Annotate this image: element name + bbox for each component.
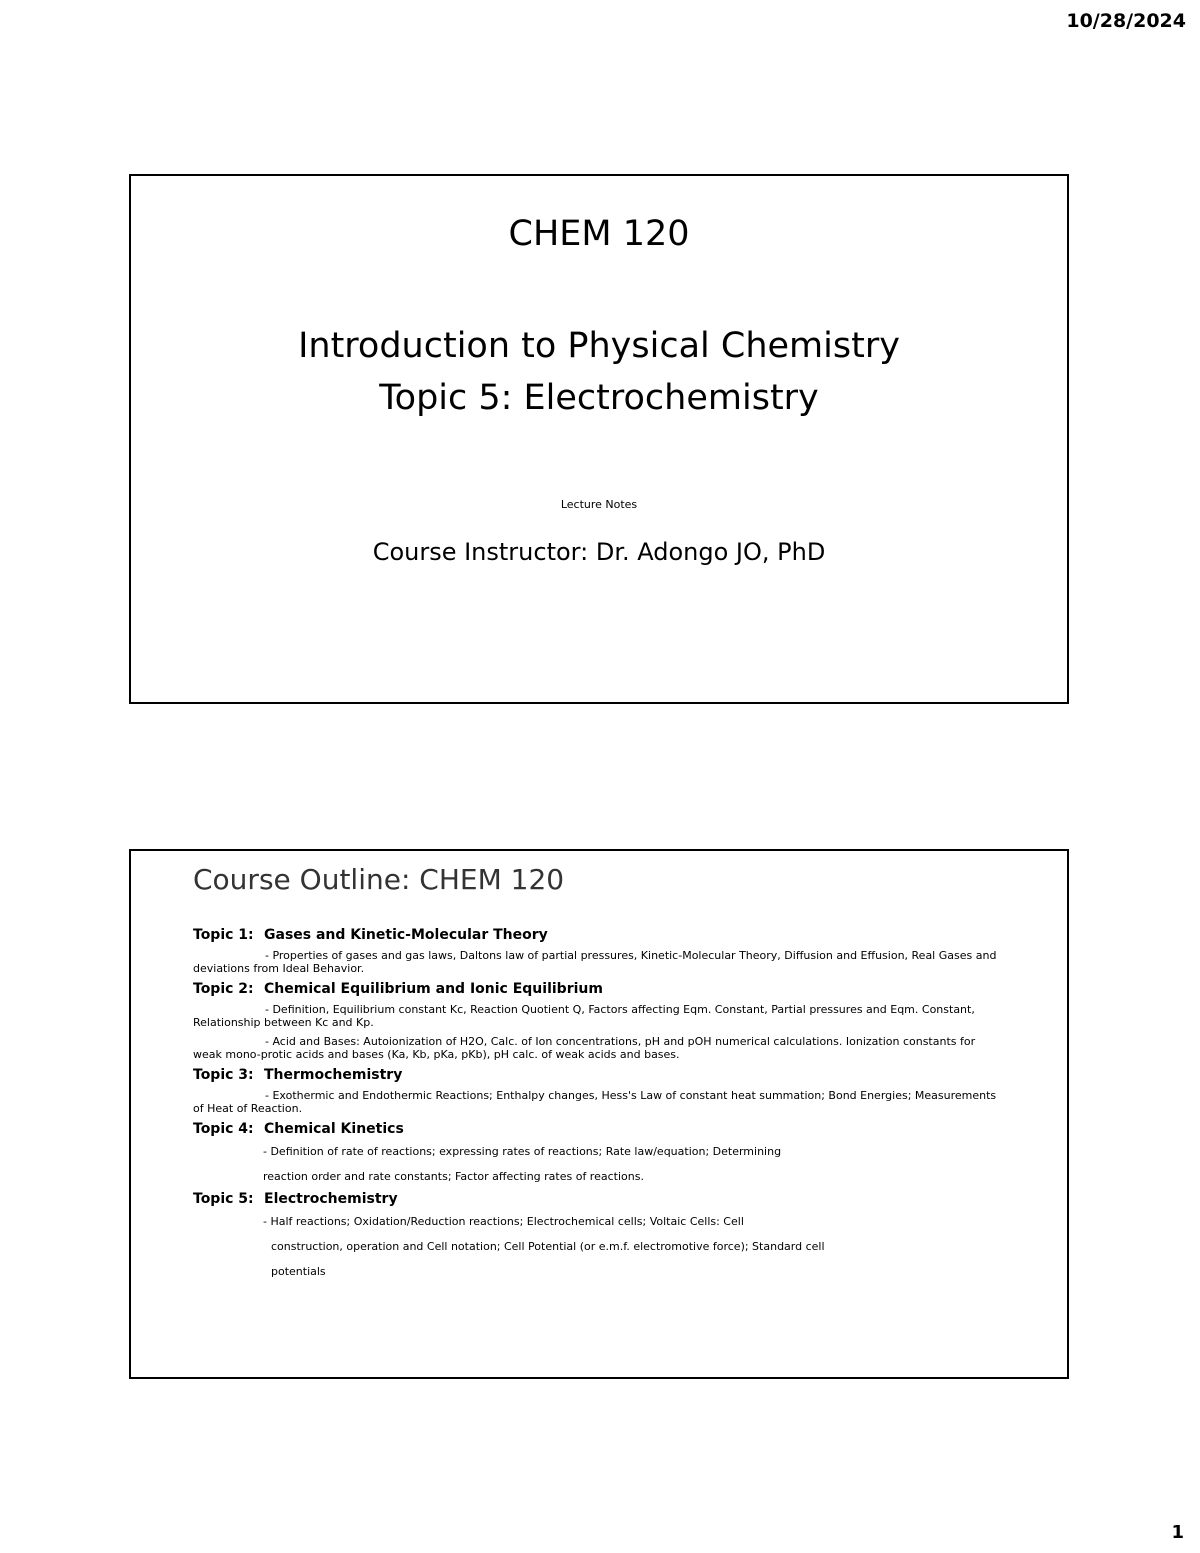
topic-heading [193, 1121, 1003, 1137]
description-line: potentials [271, 1265, 326, 1278]
description-line: - Definition of rate of reactions; expressing rates of reactions; Rate law/equation; Determining [263, 1145, 782, 1158]
topic-title: Chemical Kinetics [264, 1121, 404, 1137]
course-code: CHEM 120 [508, 214, 690, 254]
topic-description [193, 1139, 1003, 1189]
title-slide [129, 174, 1069, 704]
topic-description: - Definition, Equilibrium constant Kc, Reaction Quotient Q, Factors affecting Eqm. Constant, Partial pressures and Eqm. Constant, Relationship between Kc and Kp. [193, 1003, 975, 1029]
outline-heading: Course Outline: CHEM 120 [193, 863, 565, 896]
page-date: 10/28/2024 [1066, 10, 1186, 32]
title-line-1: Introduction to Physical Chemistry [298, 326, 900, 366]
topic-list [193, 927, 1003, 1284]
topic-description [193, 1209, 1003, 1284]
topic-title: Electrochemistry [264, 1191, 398, 1207]
course-instructor: Course Instructor: Dr. Adongo JO, PhD [372, 538, 826, 566]
topic-label: Topic 1: [193, 927, 254, 943]
topic-heading [193, 1067, 1003, 1083]
slide-title [131, 320, 1067, 424]
topic-label: Topic 5: [193, 1191, 254, 1207]
description-line: construction, operation and Cell notation; Cell Potential (or e.m.f. electromotive force); Standard cell [271, 1240, 825, 1253]
topic-label: Topic 4: [193, 1121, 254, 1137]
topic-description: - Acid and Bases: Autoionization of H2O, Calc. of Ion concentrations, pH and pOH numerical calculations. Ionization constants for weak mono-protic acids and bases (Ka, Kb, pKa, pKb), pH calc. of weak acids and bases. [193, 1035, 976, 1061]
title-line-2: Topic 5: Electrochemistry [379, 378, 819, 418]
topic-label: Topic 2: [193, 981, 254, 997]
topic-title: Gases and Kinetic-Molecular Theory [264, 927, 548, 943]
topic-label: Topic 3: [193, 1067, 254, 1083]
topic-title: Chemical Equilibrium and Ionic Equilibrium [264, 981, 603, 997]
topic-title: Thermochemistry [264, 1067, 403, 1083]
topic-heading [193, 927, 1003, 943]
page-number: 1 [1171, 1522, 1184, 1543]
description-line: reaction order and rate constants; Factor affecting rates of reactions. [263, 1170, 644, 1183]
description-line: - Half reactions; Oxidation/Reduction reactions; Electrochemical cells; Voltaic Cells: Cell [263, 1215, 744, 1228]
topic-description: - Properties of gases and gas laws, Daltons law of partial pressures, Kinetic-Molecular Theory, Diffusion and Effusion, Real Gases and deviations from Ideal Behavior. [193, 949, 997, 975]
slide-subtitle: Lecture Notes [560, 498, 638, 511]
outline-slide [129, 849, 1069, 1379]
topic-heading [193, 981, 1003, 997]
topic-heading [193, 1191, 1003, 1207]
topic-description: - Exothermic and Endothermic Reactions; Enthalpy changes, Hess's Law of constant heat summation; Bond Energies; Measurements of Heat of Reaction. [193, 1089, 997, 1115]
